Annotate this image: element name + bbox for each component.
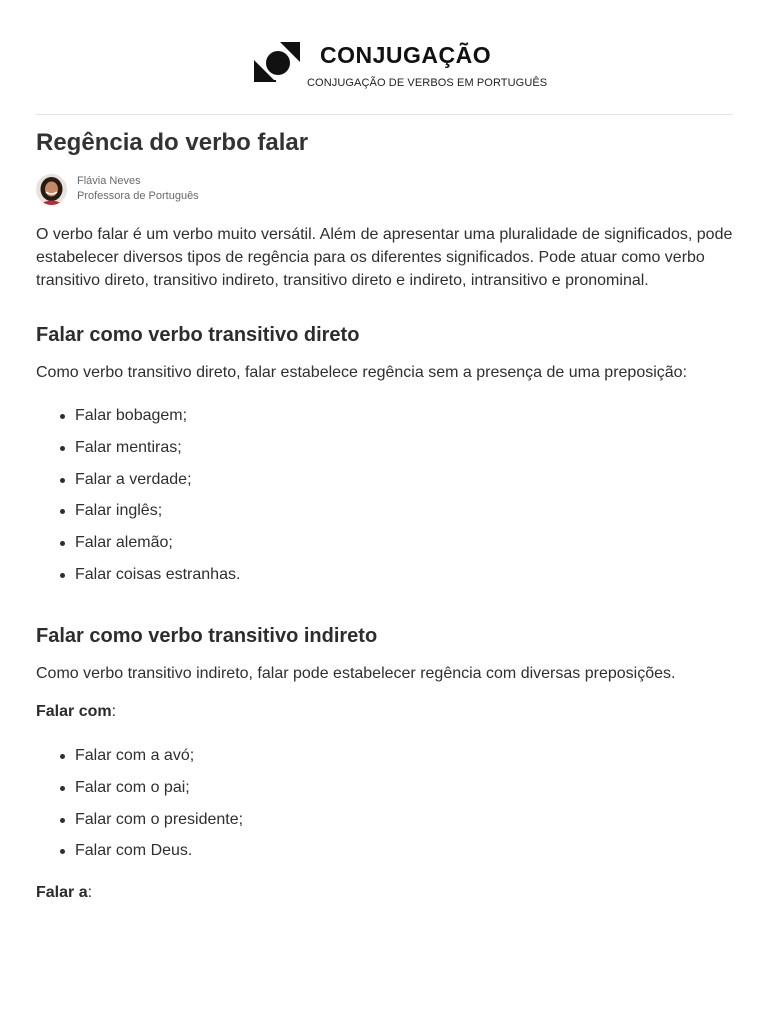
label-falar-a [36,884,92,902]
section-text-transitivo-indireto: Como verbo transitivo indireto, falar pode estabelecer regência com diversas preposições. [36,665,676,682]
author-role: Professora de Português [77,190,199,202]
list-item: Falar mentiras; [75,438,240,470]
list-item: Falar com a avó; [75,746,243,778]
section-heading-transitivo-indireto: Falar como verbo transitivo indireto [36,625,378,647]
list-transitivo-direto [75,406,240,597]
section-heading-transitivo-direto: Falar como verbo transitivo direto [36,324,360,346]
label-falar-a-bold: Falar a [36,884,88,901]
list-item: Falar alemão; [75,533,240,565]
conjugacao-logo-icon[interactable] [254,42,302,84]
author-name[interactable]: Flávia Neves [77,175,141,187]
list-item: Falar a verdade; [75,470,240,502]
label-falar-com [36,703,116,721]
list-item: Falar inglês; [75,501,240,533]
section-text-transitivo-direto: Como verbo transitivo direto, falar estabelece regência sem a presença de uma preposição: [36,364,688,381]
intro-paragraph: O verbo falar é um verbo muito versátil. Além de apresentar uma pluralidade de significados, pode estabelecer diversos tipos de regência para os diferentes significados. Pode atuar como verbo transitivo direto, transitivo indireto, transitivo direto e indireto, intransitivo e pronominal. [36,226,733,289]
list-item: Falar com o presidente; [75,810,243,842]
author-avatar [36,174,67,205]
label-colon: : [87,884,93,901]
list-falar-com [75,746,243,873]
header-divider [36,114,733,115]
label-colon: : [111,703,117,720]
page-title: Regência do verbo falar [36,129,309,156]
list-item: Falar bobagem; [75,406,240,438]
site-brand[interactable]: CONJUGAÇÃO [320,42,492,68]
list-item: Falar com Deus. [75,841,243,873]
list-item: Falar com o pai; [75,778,243,810]
site-tagline: CONJUGAÇÃO DE VERBOS EM PORTUGUÊS [307,77,548,89]
list-item: Falar coisas estranhas. [75,565,240,597]
label-falar-com-bold: Falar com [36,703,112,720]
site-header [0,0,768,115]
